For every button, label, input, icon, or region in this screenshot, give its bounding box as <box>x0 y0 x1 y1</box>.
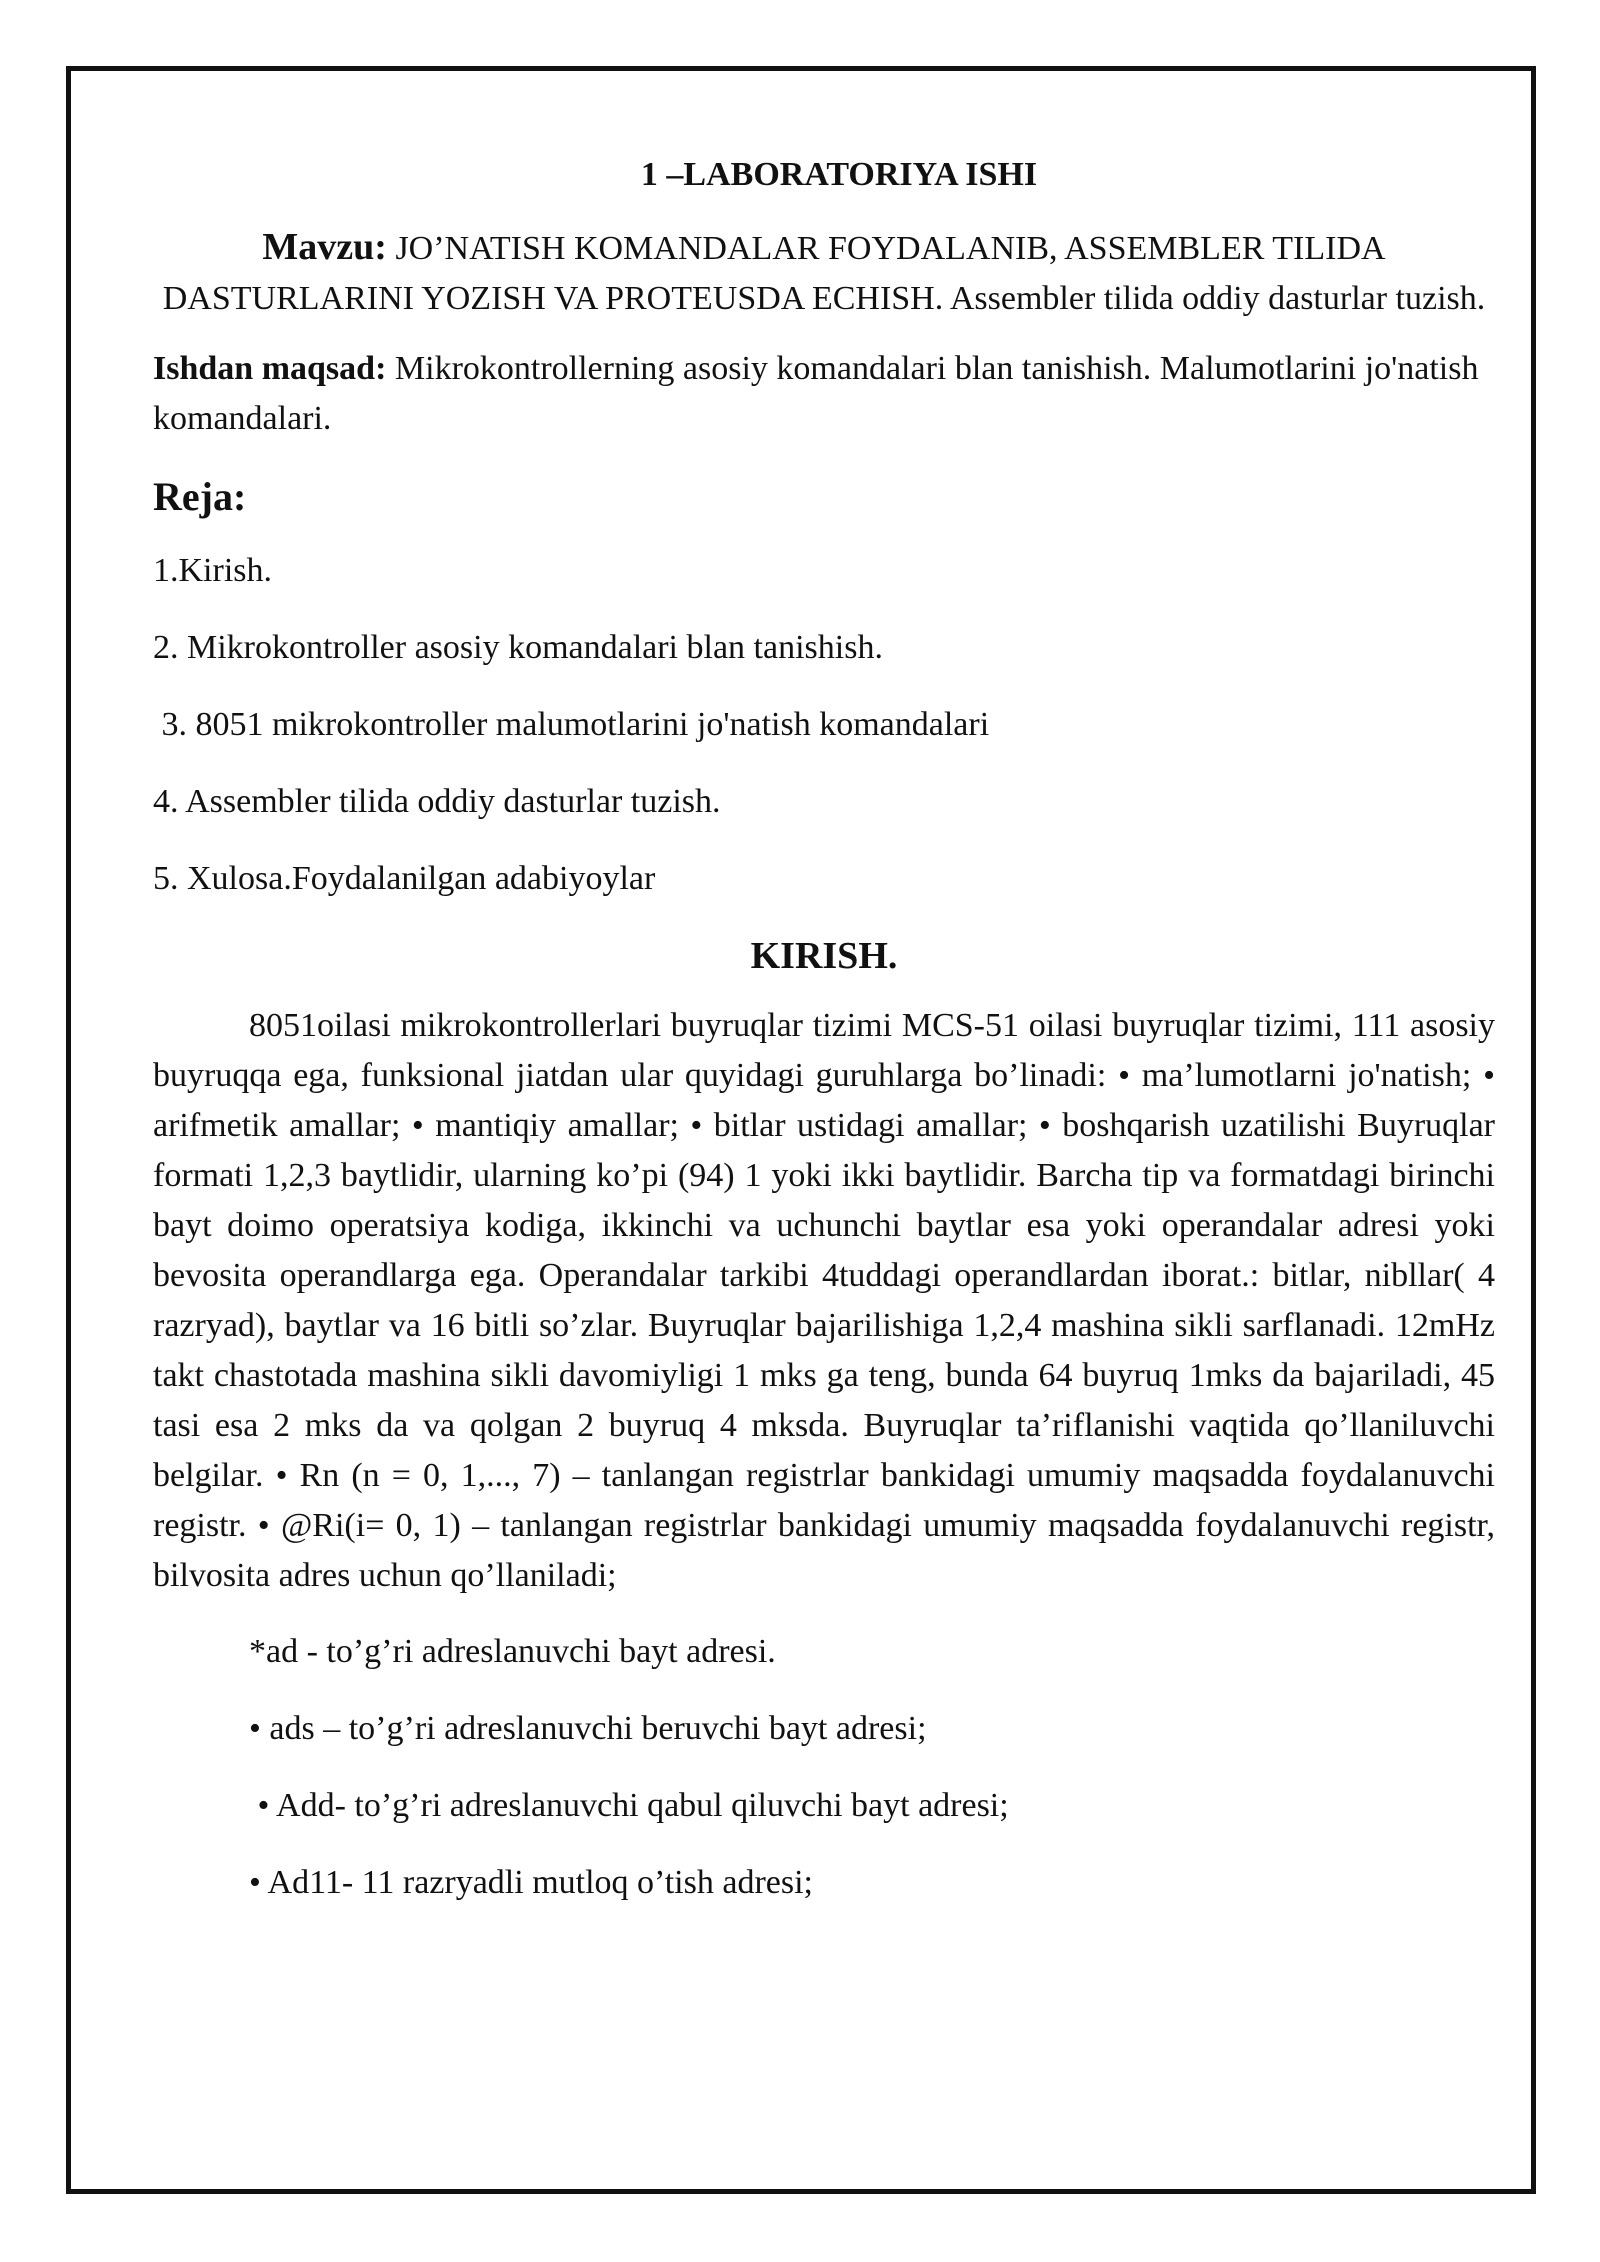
goal-text: Mikrokontrollerning asosiy komandalari blan tanishish. Malumotlarini jo'natish komandalari. <box>153 350 1479 437</box>
lab-title: 1 –LABORATORIYA ISHI <box>640 156 1038 193</box>
bullet-add: • Add- to’g’ri adreslanuvchi qabul qiluvchi bayt adresi; <box>249 1787 1009 1824</box>
plan-item-2: 2. Mikrokontroller asosiy komandalari blan tanishish. <box>153 629 883 666</box>
intro-title: KIRISH. <box>750 935 898 977</box>
plan-title: Reja: <box>153 474 247 519</box>
goal <box>153 344 1495 444</box>
topic-text: JO’NATISH KOMANDALAR FOYDALANIB, ASSEMBLER TILIDA DASTURLARINI YOZISH VA PROTEUSDA ECHISH. Assembler tilida oddiy dasturlar tuzish. <box>162 230 1486 317</box>
plan-item-1: 1.Kirish. <box>153 552 272 589</box>
bullet-ad11: • Ad11- 11 razryadli mutloq o’tish adresi; <box>249 1864 813 1901</box>
intro-paragraph: 8051oilasi mikrokontrollerlari buyruqlar tizimi MCS-51 oilasi buyruqlar tizimi, 111 asosiy buyruqqa ega, funksional jiatdan ular quyidagi guruhlarga bo’linadi: • ma’lumotlarni jo'natish; • arifmetik amallar; • mantiqiy amallar; • bitlar ustidagi amallar; • boshqarish uzatilishi Buyruqlar formati 1,2,3 baytlidir, ularning ko’pi (94) 1 yoki ikki baytlidir. Barcha tip va formatdagi birinchi bayt doimo operatsiya kodiga, ikkinchi va uchunchi baytlar esa yoki operandalar adresi yoki bevosita operandlarga ega. Operandalar tarkibi 4tuddagi operandlardan iborat.: bitlar, nibllar( 4 razryad), baytlar va 16 bitli so’zlar. Buyruqlar bajarilishiga 1,2,4 mashina sikli sarflanadi. 12mHz takt chastotada mashina sikli davomiyligi 1 mks ga teng, bunda 64 buyruq 1mks da bajariladi, 45 tasi esa 2 mks da va qolgan 2 buyruq 4 mksda. Buyruqlar ta’riflanishi vaqtida qo’llaniluvchi belgilar. • Rn (n = 0, 1,..., 7) – tanlangan registrlar bankidagi umumiy maqsadda foydalanuvchi registr. • @Ri(i= 0, 1) – tanlangan registrlar bankidagi umumiy maqsadda foydalanuvchi registr, bilvosita adres uchun qo’llaniladi; <box>153 1007 1495 1594</box>
plan-item-5: 5. Xulosa.Foydalanilgan adabiyoylar <box>153 860 656 897</box>
topic <box>153 222 1495 324</box>
bullet-ad: *ad - to’g’ri adreslanuvchi bayt adresi. <box>249 1633 776 1670</box>
bullet-ads: • ads – to’g’ri adreslanuvchi beruvchi bayt adresi; <box>249 1710 927 1747</box>
goal-label: Ishdan maqsad: <box>153 350 387 387</box>
plan-item-3: 3. 8051 mikrokontroller malumotlarini jo'natish komandalari <box>153 706 990 743</box>
topic-label: Mavzu: <box>262 226 387 268</box>
document-body <box>153 150 1495 1935</box>
plan-item-4: 4. Assembler tilida oddiy dasturlar tuzish. <box>153 783 721 820</box>
